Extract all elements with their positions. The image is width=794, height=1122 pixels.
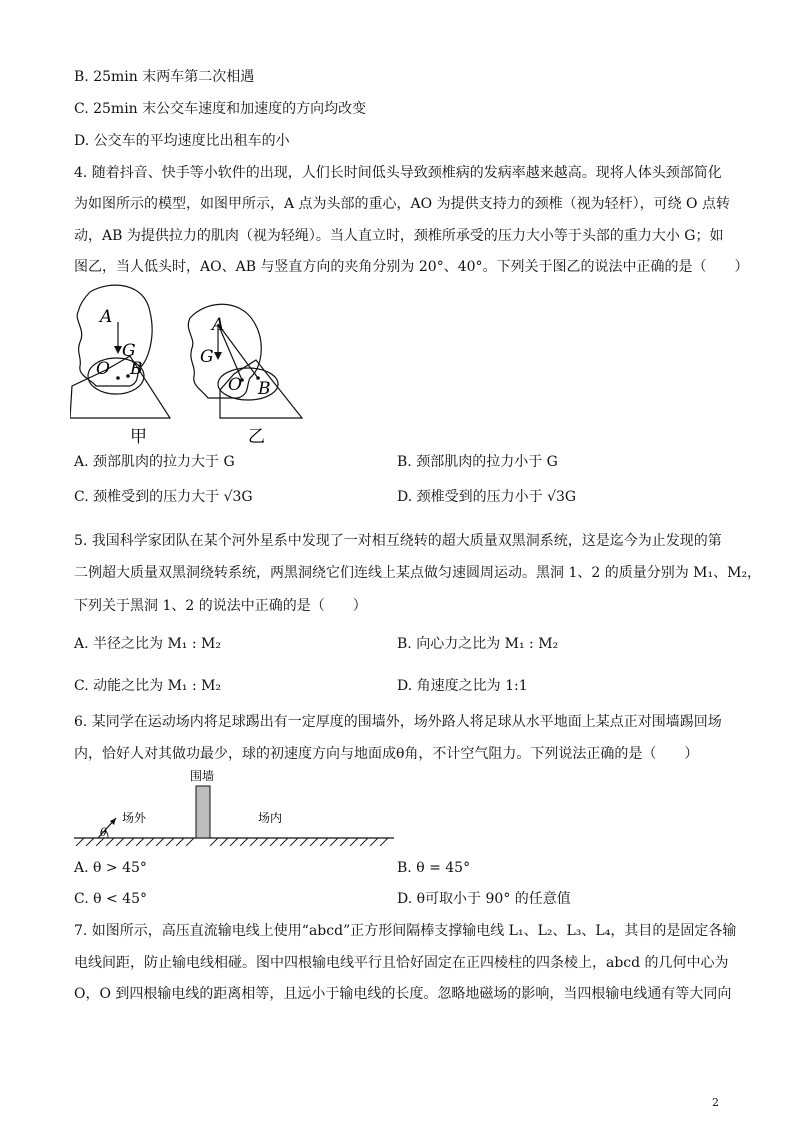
q5-stem-line-1: 5. 我国科学家团队在某个河外星系中发现了一对相互绕转的超大质量双黑洞系统，这是迄今为止发现的第 — [74, 533, 722, 549]
q6-inside-label: 场内 — [258, 811, 283, 825]
q4-fig-label-a-left: A — [100, 307, 113, 327]
q4-stem-line-4: 图乙，当人低头时，AO、AB 与竖直方向的夹角分别为 20°、40°。下列关于图乙的说法中正确的是（ ） — [74, 259, 749, 275]
page-number: 2 — [712, 1096, 719, 1109]
q4-option-c: C. 颈椎受到的压力大于 √3G — [74, 489, 253, 505]
q5-option-b: B. 向心力之比为 M₁ : M₂ — [397, 636, 559, 652]
q6-option-b: B. θ = 45° — [397, 860, 471, 876]
q6-outside-label: 场外 — [122, 811, 147, 825]
q4-stem-line-3: 动，AB 为提供拉力的肌肉（视为轻绳）。当人直立时，颈椎所承受的压力大小等于头部的重力大小 G；如 — [74, 228, 724, 244]
q5-option-a: A. 半径之比为 M₁ : M₂ — [74, 636, 221, 652]
q4-head-neck-figure — [70, 282, 310, 447]
q6-option-a: A. θ > 45° — [74, 860, 147, 876]
q3-option-b: B. 25min 末两车第二次相遇 — [74, 69, 255, 85]
q7-stem-line-1: 7. 如图所示，高压直流输电线上使用“abcd”正方形间隔棒支撑输电线 L₁、L₂、L₃、L₄，其目的是固定各输 — [74, 923, 737, 939]
q3-option-c: C. 25min 末公交车速度和加速度的方向均改变 — [74, 101, 367, 117]
q7-stem-line-2: 电线间距，防止输电线相碰。图中四根输电线平行且恰好固定在正四棱柱的四条棱上，abcd 的几何中心为 — [74, 955, 729, 971]
q6-wall-figure — [70, 766, 400, 846]
q4-fig-caption-right: 乙 — [248, 427, 265, 447]
q3-option-d: D. 公交车的平均速度比出租车的小 — [74, 133, 290, 149]
q7-stem-line-3: O，O 到四根输电线的距离相等，且远小于输电线的长度。忽略地磁场的影响，当四根输电线通有等大同向 — [74, 986, 732, 1002]
q4-fig-label-a-right: A — [212, 315, 225, 335]
q4-fig-label-g-right: G — [200, 347, 214, 367]
q5-stem-line-3: 下列关于黑洞 1、2 的说法中正确的是（ ） — [74, 598, 367, 614]
q4-fig-label-b-left: B — [130, 359, 143, 379]
q4-fig-label-o-left: O — [96, 359, 110, 379]
q4-fig-label-b-right: B — [258, 379, 271, 399]
q4-stem-line-1: 4. 随着抖音、快手等小软件的出现，人们长时间低头导致颈椎病的发病率越来越高。现将人体头颈部简化 — [74, 165, 722, 181]
q4-stem-line-2: 为如图所示的模型，如图甲所示，A 点为头部的重心，AO 为提供支持力的颈椎（视为轻杆），可绕 O 点转 — [74, 196, 730, 212]
q6-wall-label: 围墙 — [190, 769, 215, 783]
q6-stem-line-2: 内，恰好人对其做功最少，球的初速度方向与地面成θ角，不计空气阻力。下列说法正确的是（ ） — [74, 746, 699, 762]
q4-fig-label-o-right: O — [228, 375, 242, 395]
q4-fig-label-g-left: G — [122, 341, 136, 361]
q4-option-a: A. 颈部肌肉的拉力大于 G — [74, 454, 235, 470]
q6-option-c: C. θ < 45° — [74, 891, 147, 907]
q5-stem-line-2: 二例超大质量双黑洞绕转系统，两黑洞绕它们连线上某点做匀速圆周运动。黑洞 1、2 的质量分别为 M₁、M₂， — [74, 565, 762, 581]
q4-option-d: D. 颈椎受到的压力小于 √3G — [397, 489, 577, 505]
wall — [196, 786, 210, 838]
q5-option-d: D. 角速度之比为 1:1 — [397, 678, 528, 694]
q5-option-c: C. 动能之比为 M₁ : M₂ — [74, 678, 222, 694]
q4-option-b: B. 颈部肌肉的拉力小于 G — [397, 454, 558, 470]
ground-hatching — [76, 838, 388, 846]
q4-fig-caption-left: 甲 — [130, 427, 147, 447]
q6-stem-line-1: 6. 某同学在运动场内将足球踢出有一定厚度的围墙外，场外路人将足球从水平地面上某点正对围墙踢回场 — [74, 714, 722, 730]
q6-theta-label: θ — [100, 826, 107, 839]
q6-option-d: D. θ可取小于 90° 的任意值 — [397, 891, 571, 907]
